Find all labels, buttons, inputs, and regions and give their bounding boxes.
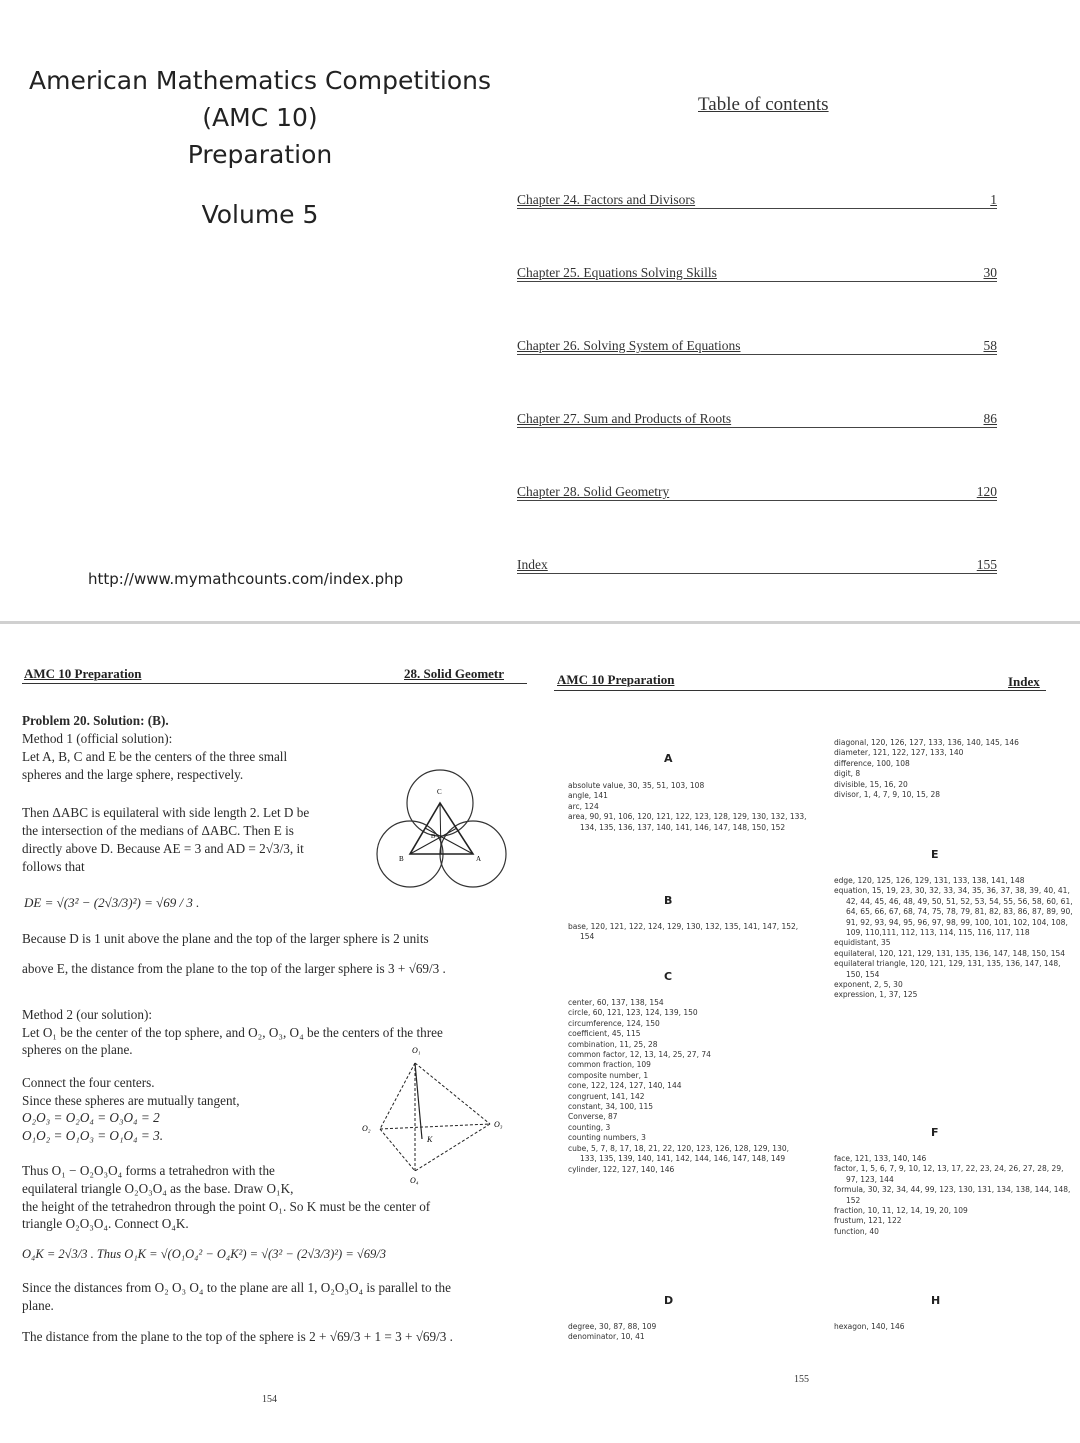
index-group-d-continued	[834, 738, 1074, 800]
text-line: Then ΔABC is equilateral with side length 2. Let D be	[22, 805, 310, 820]
index-entry: edge, 120, 125, 126, 129, 131, 133, 138, 141, 148	[834, 876, 1025, 885]
index-entry: equilateral triangle, 120, 121, 129, 131, 135, 136, 147, 148, 150, 154	[834, 959, 1061, 979]
toc-title: Index	[517, 557, 548, 572]
toc-row[interactable]	[517, 480, 997, 501]
index-entry: factor, 1, 5, 6, 7, 9, 10, 12, 13, 17, 22, 23, 24, 26, 27, 28, 29, 97, 123, 144	[834, 1164, 1064, 1184]
toc-row[interactable]	[517, 261, 997, 282]
index-entry: equilateral, 120, 121, 129, 131, 135, 136, 147, 148, 150, 154	[834, 948, 1066, 958]
text-line: the height of the tetrahedron through the point O₁. So K must be the center of	[22, 1199, 431, 1214]
cover-title-line-3: Preparation	[187, 140, 333, 169]
edge-line	[380, 1063, 415, 1129]
toc-row[interactable]	[517, 553, 997, 574]
label-k: K	[427, 1135, 433, 1144]
index-entry: equation, 15, 19, 23, 30, 32, 33, 34, 35, 36, 37, 38, 39, 40, 41, 42, 44, 45, 46, 48, 49, 50, 51, 52, 53, 54, 55, 56, 58, 60, 61, 64, 65, 66, 67, 68, 74, 75, 78, 79, 81, 82, 83, 86, 87, 89, 90, 91, 92, 93, 94, 95, 96, 97, 98, 99, 100, 101, 102, 104, 108, 109, 110,111, 112, 113, 114, 115, 116, 117, 118	[834, 886, 1073, 938]
index-entry: digit, 8	[834, 769, 861, 779]
equation-o1k: O₄K = 2√3/3 . Thus O₁K = √(O₁O₄² − O₄K²) = √(3² − (2√3/3)²) = √69/3	[22, 1247, 386, 1261]
spheres-figure	[385, 766, 515, 896]
toc-page: 86	[983, 411, 997, 426]
index-entry: absolute value, 30, 35, 51, 103, 108	[568, 781, 705, 790]
label-o2: O₂	[362, 1124, 371, 1133]
index-entry: common factor, 12, 13, 14, 25, 27, 74	[568, 1050, 711, 1060]
final-answer-line: The distance from the plane to the top of the sphere is 2 + √69/3 + 1 = 3 + √69/3 .	[22, 1329, 453, 1344]
left-page-number: 154	[262, 1394, 277, 1405]
method2-label: Method 2 (our solution):	[22, 1007, 153, 1022]
edge-line	[380, 1124, 490, 1129]
cover-url[interactable]: http://www.mymathcounts.com/index.php	[88, 570, 404, 588]
toc-page: 120	[976, 484, 997, 499]
edge-line	[415, 1063, 490, 1124]
toc-title: Chapter 25. Equations Solving Skills	[517, 265, 717, 280]
index-group-a	[568, 781, 808, 833]
text-line: Because D is 1 unit above the plane and the top of the larger sphere is 2 units	[22, 931, 429, 946]
label-o4: O₄	[410, 1176, 419, 1185]
toc-row[interactable]	[517, 407, 997, 428]
toc-title: Chapter 26. Solving System of Equations	[517, 338, 741, 353]
toc-page: 155	[976, 557, 997, 572]
right-header-title: AMC 10 Preparation	[557, 672, 675, 687]
index-letter-e: E	[931, 848, 939, 861]
index-entry: expression, 1, 37, 125	[834, 990, 918, 1000]
page-divider	[0, 621, 1080, 624]
text-line: triangle O₂O₃O₄. Connect O₄K.	[22, 1216, 189, 1231]
index-entry: divisible, 15, 16, 20	[834, 779, 908, 789]
label-d: D	[431, 834, 436, 840]
index-group-e	[834, 876, 1074, 1001]
index-entry: cone, 122, 124, 127, 140, 144	[568, 1081, 682, 1091]
toc-title: Chapter 27. Sum and Products of Roots	[517, 411, 732, 426]
index-entry: denominator, 10, 41	[568, 1332, 645, 1342]
text-line: above E, the distance from the plane to the top of the larger sphere is 3 + √69/3 .	[22, 961, 446, 976]
toc-page: 58	[983, 338, 997, 353]
problem-heading: Problem 20. Solution: (B).	[22, 713, 169, 728]
index-entry: function, 40	[834, 1226, 879, 1236]
index-entry: formula, 30, 32, 34, 44, 99, 123, 130, 131, 134, 138, 144, 148, 152	[834, 1185, 1071, 1205]
label-o3: O₃	[494, 1120, 503, 1129]
index-entry: degree, 30, 87, 88, 109	[568, 1322, 657, 1331]
index-entry: circumference, 124, 150	[568, 1018, 660, 1028]
index-entry: diameter, 121, 122, 127, 133, 140	[834, 748, 964, 758]
index-entry: difference, 100, 108	[834, 758, 910, 768]
toc-page: 30	[983, 265, 997, 280]
right-page	[540, 626, 1080, 1441]
text-line: Let A, B, C and E be the centers of the three small	[22, 749, 288, 764]
index-entry: fraction, 10, 11, 12, 14, 19, 20, 109	[834, 1206, 968, 1216]
toc-page: 1	[990, 192, 997, 207]
index-letter-d: D	[664, 1294, 674, 1307]
left-header-title: AMC 10 Preparation	[24, 666, 142, 681]
index-letter-h: H	[931, 1294, 941, 1307]
index-entry: diagonal, 120, 126, 127, 133, 136, 140, 145, 146	[834, 738, 1019, 747]
label-b: B	[399, 855, 404, 863]
right-page-number: 155	[794, 1374, 809, 1385]
toc-title: Chapter 24. Factors and Divisors	[517, 192, 696, 207]
index-group-d	[568, 1322, 808, 1343]
left-header-chapter: 28. Solid Geometr	[404, 666, 505, 681]
index-group-c	[568, 998, 808, 1175]
label-a: A	[476, 855, 482, 863]
index-entry: combination, 11, 25, 28	[568, 1039, 658, 1049]
toc-heading: Table of contents	[698, 94, 829, 115]
index-entry: divisor, 1, 4, 7, 9, 10, 15, 28	[834, 790, 941, 800]
toc-row[interactable]	[517, 188, 997, 209]
equation-de: DE = √(3² − (2√3/3)²) = √69 / 3 .	[24, 895, 200, 910]
index-letter-f: F	[931, 1126, 939, 1139]
index-entry: congruent, 141, 142	[568, 1091, 645, 1101]
text-line: the intersection of the medians of ΔABC. Then E is	[22, 823, 294, 838]
left-page	[0, 626, 540, 1441]
index-entry: composite number, 1	[568, 1070, 649, 1080]
index-entry: exponent, 2, 5, 30	[834, 980, 903, 990]
right-header-index: Index	[1008, 674, 1040, 689]
index-entry: coefficient, 45, 115	[568, 1029, 641, 1039]
index-entry: circle, 60, 121, 123, 124, 139, 150	[568, 1008, 698, 1018]
label-o1: O₁	[412, 1046, 421, 1055]
tetrahedron-figure	[360, 1031, 510, 1185]
index-entry: common fraction, 109	[568, 1060, 651, 1070]
cover-title-line-1: American Mathematics Competitions	[29, 66, 491, 95]
text-line: Since the distances from O₂ O₃ O₄ to the plane are all 1, O₂O₃O₄ is parallel to the	[22, 1280, 451, 1295]
edge-line	[380, 1129, 415, 1171]
text-line: plane.	[22, 1298, 54, 1313]
method1-label: Method 1 (official solution):	[22, 731, 173, 746]
index-entry: cylinder, 122, 127, 140, 146	[568, 1164, 675, 1174]
index-entry: frustum, 121, 122	[834, 1216, 902, 1226]
index-letter-c: C	[664, 970, 673, 983]
text-line: Thus O₁ − O₂O₃O₄ forms a tetrahedron with the	[22, 1163, 275, 1178]
index-entry: arc, 124	[568, 801, 599, 811]
index-entry: hexagon, 140, 146	[834, 1322, 905, 1331]
index-group-h	[834, 1322, 1074, 1332]
median-line	[440, 803, 441, 854]
index-entry: base, 120, 121, 122, 124, 129, 130, 132, 135, 141, 147, 152, 154	[568, 922, 799, 942]
text-line: Let O₁ be the center of the top sphere, and O₂, O₃, O₄ be the centers of the three	[22, 1025, 443, 1040]
text-line: spheres and the large sphere, respectively.	[22, 767, 244, 782]
left-header-rule	[22, 683, 527, 684]
text-line: equilateral triangle O₂O₃O₄ as the base. Draw O₁K,	[22, 1181, 294, 1196]
toc-title: Chapter 28. Solid Geometry	[517, 484, 670, 499]
index-letter-b: B	[664, 894, 673, 907]
index-entry: cube, 5, 7, 8, 17, 18, 21, 22, 120, 123, 126, 128, 129, 130, 133, 135, 139, 140, 141, 142, 144, 146, 147, 148, 149	[568, 1143, 790, 1164]
text-line: spheres on the plane.	[22, 1042, 133, 1057]
text-line: O₁O₂ = O₁O₃ = O₁O₄ = 3.	[22, 1128, 164, 1143]
index-entry: Converse, 87	[568, 1112, 618, 1122]
index-entry: equidistant, 35	[834, 938, 891, 948]
text-line: follows that	[22, 859, 85, 874]
index-entry: center, 60, 137, 138, 154	[568, 998, 664, 1007]
index-entry: counting, 3	[568, 1122, 611, 1132]
text-line: directly above D. Because AE = 3 and AD = 2√3/3, it	[22, 841, 304, 856]
text-line: Since these spheres are mutually tangent,	[22, 1093, 240, 1108]
index-entry: counting numbers, 3	[568, 1133, 646, 1143]
cover-title-line-2: (AMC 10)	[202, 103, 318, 132]
label-c: C	[437, 788, 442, 796]
text-line: O₂O₃ = O₂O₄ = O₃O₄ = 2	[22, 1110, 160, 1125]
cover-page	[0, 0, 1080, 620]
cover-volume: Volume 5	[201, 200, 319, 229]
text-line: Connect the four centers.	[22, 1075, 155, 1090]
index-group-b	[568, 922, 808, 943]
toc-row[interactable]	[517, 334, 997, 355]
right-header-rule	[554, 690, 1046, 691]
index-letter-a: A	[664, 752, 673, 765]
index-entry: angle, 141	[568, 791, 608, 801]
index-entry: constant, 34, 100, 115	[568, 1102, 654, 1112]
index-entry: area, 90, 91, 106, 120, 121, 122, 123, 128, 129, 130, 132, 133, 134, 135, 136, 137, 140, 141, 146, 147, 148, 150, 152	[568, 812, 807, 832]
edge-line	[415, 1124, 490, 1171]
index-entry: face, 121, 133, 140, 146	[834, 1154, 927, 1163]
index-group-f	[834, 1154, 1074, 1237]
